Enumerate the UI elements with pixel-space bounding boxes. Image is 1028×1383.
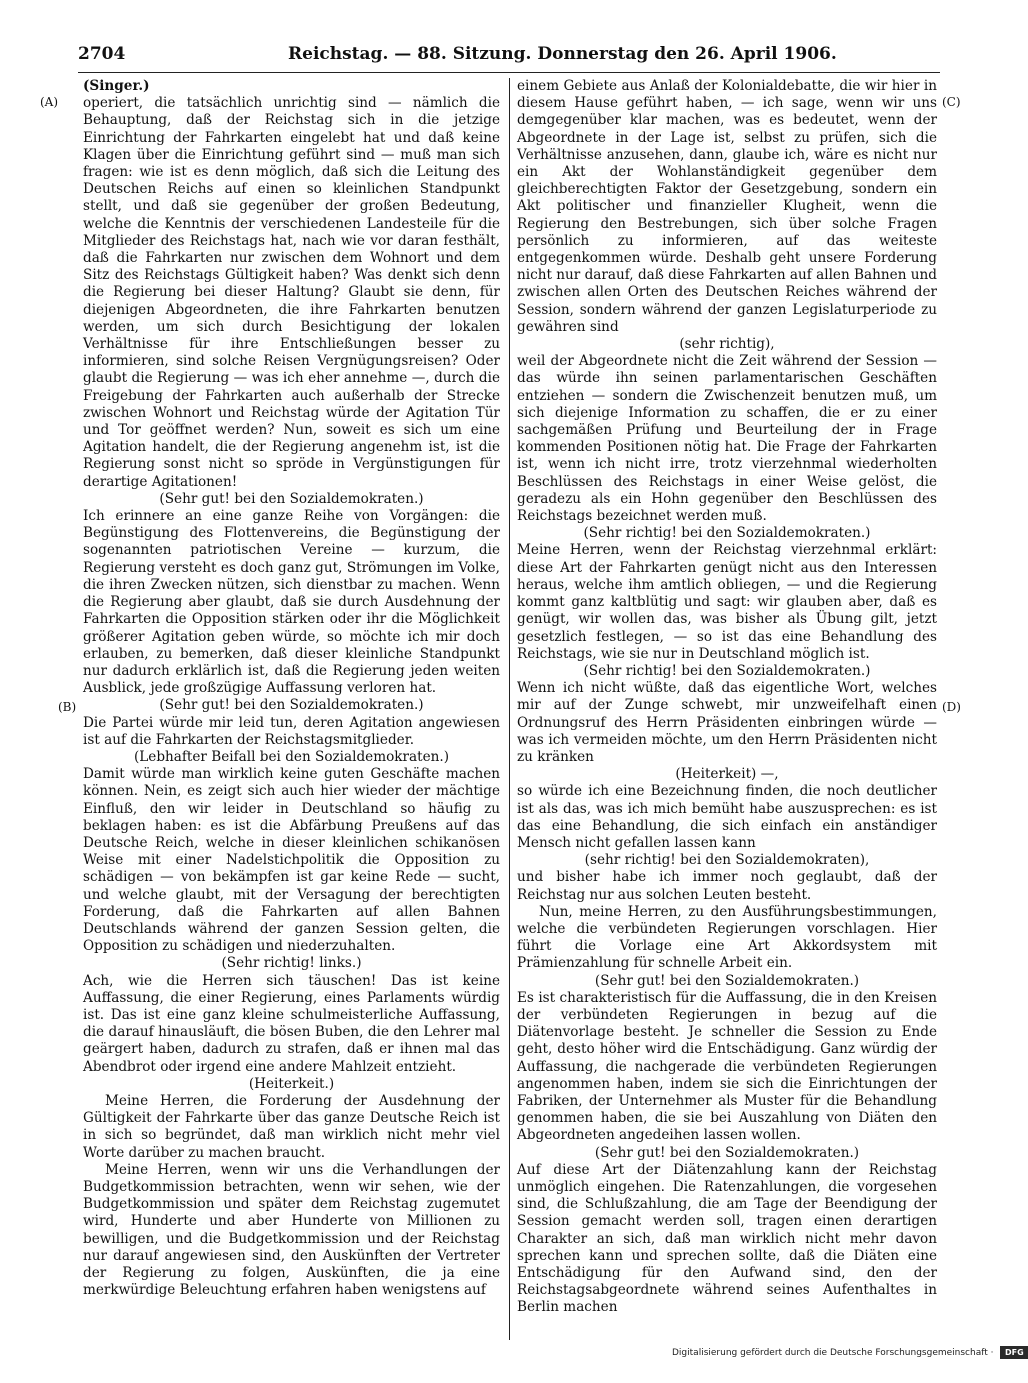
paragraph: Die Partei würde mir leid tun, deren Agitation angewiesen ist auf die Fahrkarten der Reichstagsmitglieder. xyxy=(83,714,500,748)
paragraph: Meine Herren, die Forderung der Ausdehnung der Gültigkeit der Fahrkarte über das ganze Deutsche Reich ist in sich so begründet, daß man wirklich nicht mehr viel Worte darüber zu machen braucht. xyxy=(83,1092,500,1161)
interjection: (Sehr richtig! links.) xyxy=(221,955,362,972)
interjection: (Heiterkeit.) xyxy=(248,1075,335,1092)
interjection: (Sehr gut! bei den Sozialdemokraten.) xyxy=(159,490,424,507)
paragraph: weil der Abgeordnete nicht die Zeit während der Session — das würde ihn seinen parlamentarischen Geschäften entziehen — sondern die Zwischenzeit benutzen muß, um sich diejenige Information zu schaffen, die er zu einer sachgemäßen Prüfung und Beurteilung der in Frage kommenden Positionen nötig hat. Die Frage der Fahrkarten ist, wenn ich nicht irre, trotz vierzehnmal wiederholten Beschlüssen des Reichstags in einer Weise gelöst, die geradezu als ein Hohn gegenüber den Beschlüssen des Reichstags bezeichnet werden muß. xyxy=(517,353,937,525)
margin-mark-b: (B) xyxy=(58,700,77,714)
footer-credit xyxy=(672,1346,1028,1359)
interjection: (Heiterkeit) —, xyxy=(675,766,779,783)
paragraph: Damit würde man wirklich keine guten Geschäfte machen können. Nein, es zeigt sich auch hier wieder der mächtige Einfluß, den wir leider in Deutschland so häufig zu beklagen haben: es ist die Abfärbung Preußens auf das Deutsche Reich, welche in dieser kleinlichen schikanösen Weise mit einer Nadelstichpolitik die Opposition zu schädigen — von bekämpfen ist gar keine Rede — sucht, und welche glaubt, mit der Versagung der berechtigten Forderung, daß die Fahrkarten auf allen Bahnen Deutschlands während der ganzen Session gelten, die Opposition zu schädigen und niederzuhalten. xyxy=(83,766,500,955)
right-column xyxy=(517,78,937,1317)
margin-mark-c: (C) xyxy=(942,95,961,109)
interjection: (Sehr richtig! bei den Sozialdemokraten.) xyxy=(583,525,871,542)
paragraph: operiert, die tatsächlich unrichtig sind — nämlich die Behauptung, daß der Reichstag sich in die jetzige Einrichtung der Fahrkarten eingelebt hat und daß keine Klagen über die Einrichtung geführt sind — muß man sich fragen: wie ist es denn möglich, daß sich die Leitung des Deutschen Reichs auf einen so kleinlichen Standpunkt stellt, und daß sie gegenüber der großen Bedeutung, welche die Kenntnis der verschiedenen Landesteile für die Mitglieder des Reichstags hat, nach wie vor daran festhält, daß die Fahrkarten nur zwischen dem Wohnort und dem Sitz des Reichstags Gültigkeit haben? Was denkt sich denn die Regierung bei dieser Haltung? Glaubt sie denn, für diejenigen Abgeordneten, die ihre Fahrkarten benutzen werden, um sich durch Besichtigung der lokalen Verhältnisse für ihre Entschließungen besser zu informieren, sind solche Reisen Vergnügungsreisen? Oder glaubt die Regierung — was ich eher annehme —, durch die Freigebung der Fahrkarten auch außerhalb der Strecke zwischen Wohnort und Reichstag würde der Agitation Tür und Tor geöffnet werden? Nun, soweit es sich um eine Agitation handelt, die der Regierung angenehm ist, ist die Regierung sonst nicht so spröde in Vergünstigungen für derartige Agitationen! xyxy=(83,95,500,490)
interjection: (sehr richtig! bei den Sozialdemokraten), xyxy=(584,852,870,869)
paragraph: Meine Herren, wenn wir uns die Verhandlungen der Budgetkommission betrachten, wenn wir sehen, wie der Budgetkommission und später dem Reichstag zugemutet wird, Hunderte und aber Hunderte von Millionen zu bewilligen, und die Budgetkommission und der Reichstag nur darauf angewiesen sind, den Auskünften der Vertreter der Regierung zu folgen, Auskünften, die ja eine merkwürdige Beleuchtung erfahren haben wenigstens auf xyxy=(83,1161,500,1299)
interjection: (Sehr gut! bei den Sozialdemokraten.) xyxy=(159,697,424,714)
left-column xyxy=(83,78,500,1299)
footer-text: Digitalisierung gefördert durch die Deutsche Forschungsgemeinschaft · xyxy=(672,1348,994,1358)
page-header xyxy=(78,44,938,70)
column-divider xyxy=(509,78,510,1340)
paragraph: und bisher habe ich immer noch geglaubt, daß der Reichstag nur aus solchen Leuten besteht. xyxy=(517,869,937,903)
paragraph: Nun, meine Herren, zu den Ausführungsbestimmungen, welche die verbündeten Regierungen vorschlagen. Hier führt die Vorlage eine Art Akkordsystem mit Prämienzahlung für schnelle Arbeit ein. xyxy=(517,903,937,972)
header-rule xyxy=(78,72,940,73)
paragraph: Ich erinnere an eine ganze Reihe von Vorgängen: die Begünstigung des Flottenvereins, die Begünstigung der sogenannten patriotischen Vereine — kurzum, die Regierung versteht es doch ganz gut, Strömungen im Volke, die ihren Zwecken nützen, sich dienstbar zu machen. Wenn die Regierung aber glaubt, daß sie durch Ausdehnung der Fahrkarten die Opposition stärken oder ihr die Möglichkeit größerer Agitation geben würde, so möchte ich mir doch erlauben, zu bemerken, daß dieser kleinliche Standpunkt nur dadurch erklärlich ist, daß die Regierung jeden weiten Ausblick, jede großzügige Auffassung verloren hat. xyxy=(83,508,500,697)
paragraph: Ach, wie die Herren sich täuschen! Das ist keine Auffassung, die einer Regierung, eines Parlaments würdig ist. Das ist eine ganz kleine schulmeisterliche Auffassung, die darauf hinausläuft, die bösen Buben, die den Lehrer mal geärgert haben, dadurch zu strafen, daß er ihnen mal das Abendbrot oder irgend eine andere Mahlzeit entzieht. xyxy=(83,972,500,1075)
interjection: (Sehr richtig! bei den Sozialdemokraten.) xyxy=(583,662,871,679)
interjection: (Lebhafter Beifall bei den Sozialdemokraten.) xyxy=(133,748,450,765)
page-number: 2704 xyxy=(78,44,126,64)
interjection: (Sehr gut! bei den Sozialdemokraten.) xyxy=(594,972,860,989)
speaker-label: (Singer.) xyxy=(83,78,150,94)
dfg-logo: DFG xyxy=(1000,1346,1028,1359)
margin-mark-d: (D) xyxy=(942,700,961,714)
paragraph: Wenn ich nicht wüßte, daß das eigentliche Wort, welches mir auf der Zunge schwebt, mir unzweifelhaft einen Ordnungsruf des Herrn Präsidenten einbringen würde — was ich vermeiden möchte, um den Herrn Präsidenten nicht zu kränken xyxy=(517,680,937,765)
margin-mark-a: (A) xyxy=(40,95,59,109)
paragraph: Meine Herren, wenn der Reichstag vierzehnmal erklärt: diese Art der Fahrkarten genügt nicht aus den Interessen heraus, welche ihm amtlich obliegen, — und die Regierung kommt ganz kaltblütig und sagt: wir glauben aber, daß es genügt, wir wollen das, was bisher als Übung gilt, jetzt gesetzlich festlegen, — so ist das eine Behandlung des Reichstags, wie sie nur in Deutschland möglich ist. xyxy=(517,542,937,662)
interjection: (Sehr gut! bei den Sozialdemokraten.) xyxy=(594,1144,860,1161)
interjection: (sehr richtig), xyxy=(679,336,775,353)
paragraph: Es ist charakteristisch für die Auffassung, die in den Kreisen der verbündeten Regierungen in bezug auf die Diätenvorlage besteht. Je schneller die Session zu Ende geht, desto höher wird die Entschädigung. Ganz würdig der Auffassung, die nachgerade die verbündeten Regierungen angenommen haben, indem sie sich die Einrichtungen der Fabriken, der Unternehmer als Muster für die Behandlung genommen haben, die sie bei Auszahlung von Diäten den Abgeordneten angedeihen lassen wollen. xyxy=(517,989,937,1144)
paragraph: einem Gebiete aus Anlaß der Kolonialdebatte, die wir hier in diesem Hause geführt haben, — ich sage, wenn wir uns demgegenüber klar machen, was es bedeutet, wenn der Abgeordnete in der Lage ist, selbst zu prüfen, sich die Verhältnisse anzusehen, dann, glaube ich, wäre es nicht nur ein Akt der Wohlanständigkeit gegenüber dem gleichberechtigten Faktor der Gesetzgebung, sondern ein Akt politischer und finanzieller Klugheit, wenn die Regierung den Bestrebungen, sich über solche Fragen persönlich zu informieren, auf das weiteste entgegenkommen würde. Deshalb geht unsere Forderung nicht nur darauf, daß diese Fahrkarten auf allen Bahnen und zwischen allen Orten des Deutschen Reiches während der Session, sondern während der ganzen Legislaturperiode zu gewähren sind xyxy=(517,78,937,335)
paragraph: so würde ich eine Bezeichnung finden, die noch deutlicher ist als das, was ich mich bemüht habe auszusprechen: es ist das eine Behandlung, die sich einfach ein anständiger Mensch nicht gefallen lassen kann xyxy=(517,783,937,851)
paragraph: Auf diese Art der Diätenzahlung kann der Reichstag unmöglich eingehen. Die Ratenzahlungen, die vorgesehen sind, die Schlußzahlung, die am Tage der Beendigung der Session gemacht werden soll, tragen einen derartigen Charakter an sich, daß man wirklich nicht mehr davon sprechen kann und sprechen sollte, daß die Diäten eine Entschädigung für den Aufwand sind, den der Reichstagsabgeordnete während seines Aufenthaltes in Berlin machen xyxy=(517,1161,937,1316)
running-head: Reichstag. — 88. Sitzung. Donnerstag den 26. April 1906. xyxy=(288,44,837,64)
